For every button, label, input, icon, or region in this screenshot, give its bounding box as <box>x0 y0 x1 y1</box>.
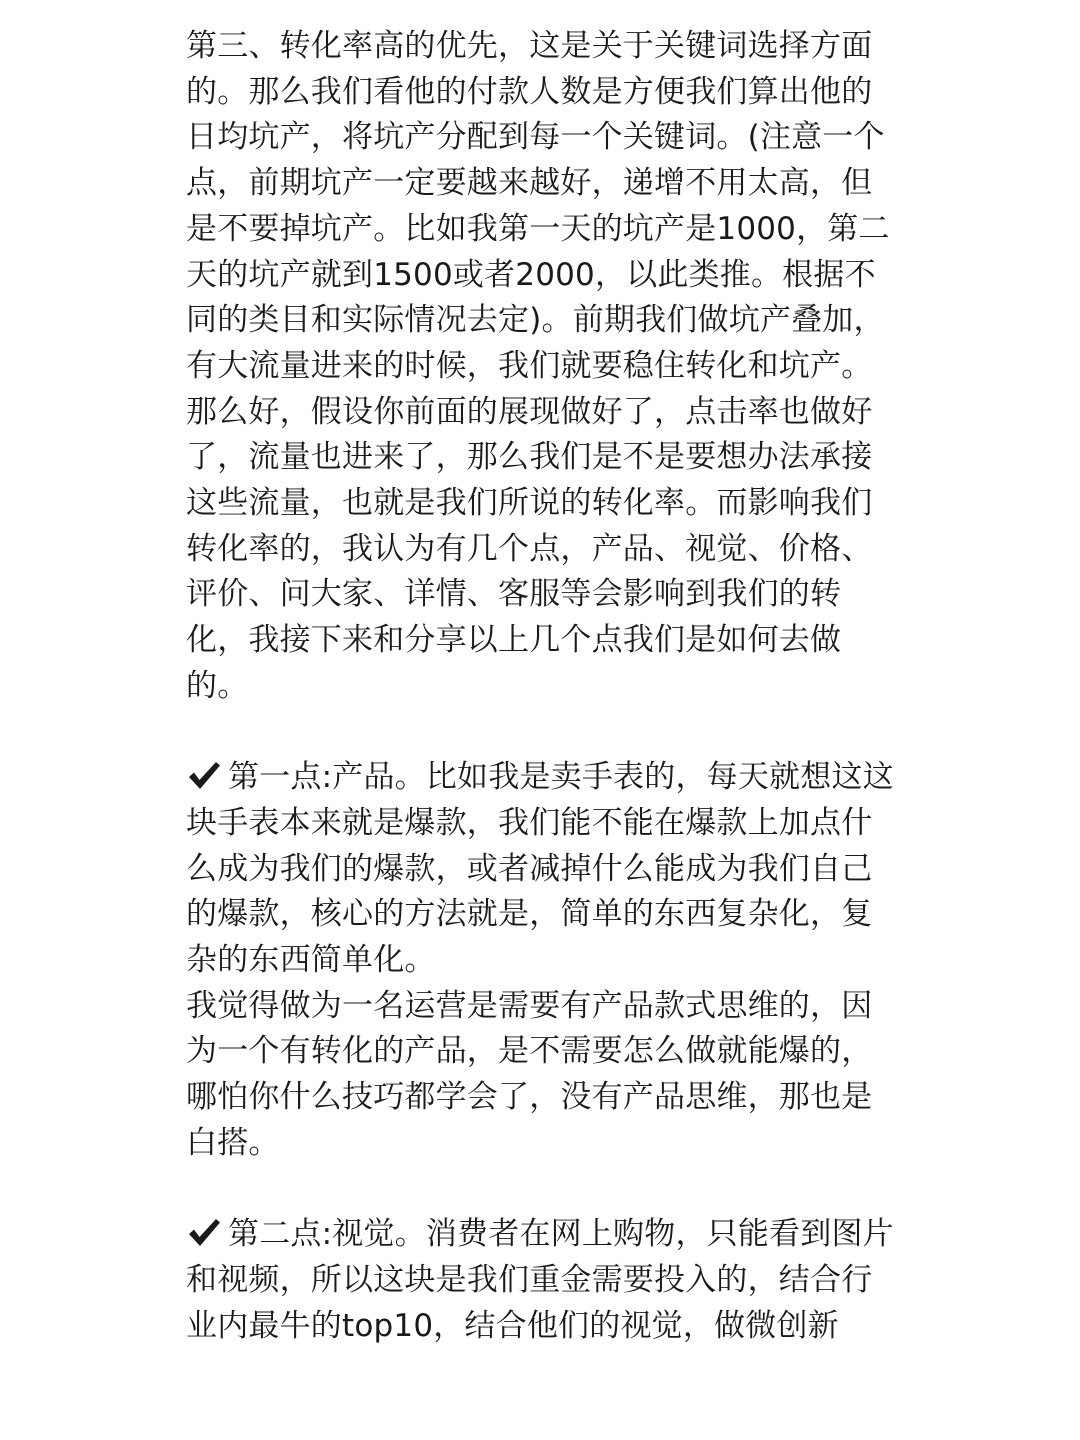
paragraph-spacer <box>186 710 896 756</box>
paragraph-point-visual <box>186 1212 896 1349</box>
paragraph-conversion-intro: 那么好，假设你前面的展现做好了，点击率也做好了，流量也进来了，那么我们是不是要想办法承接这些流量，也就是我们所说的转化率。而影响我们转化率的，我认为有几个点，产品、视觉、价格、评价、问大家、详情、客服等会影响到我们的转化，我接下来和分享以上几个点我们是如何去做的。 <box>186 393 873 704</box>
point-visual-text: 第二点:视觉。消费者在网上购物，只能看到图片和视频，所以这块是我们重金需要投入的，结合行业内最牛的top10，结合他们的视觉，做微创新 <box>186 1216 894 1344</box>
point-product-text: 第一点:产品。比如我是卖手表的，每天就想这这块手表本来就是爆款，我们能不能在爆款上加点什么成为我们的爆款，或者减掉什么能成为我们自己的爆款，核心的方法就是，简单的东西复杂化，复杂的东西简单化。 <box>186 759 894 979</box>
paragraph-point-product <box>186 755 896 984</box>
paragraph-spacer <box>186 1167 896 1213</box>
paragraph-product-thinking: 我觉得做为一名运营是需要有产品款式思维的，因为一个有转化的产品，是不需要怎么做就能爆的，哪怕你什么技巧都学会了，没有产品思维，那也是白搭。 <box>186 987 873 1161</box>
check-mark-icon <box>186 1216 222 1250</box>
check-mark-icon <box>186 759 222 793</box>
article-body <box>186 24 896 1349</box>
paragraph-keyword-conversion: 第三、转化率高的优先，这是关于关键词选择方面的。那么我们看他的付款人数是方便我们算出他的日均坑产，将坑产分配到每一个关键词。(注意一个点，前期坑产一定要越来越好，递增不用太高，但是不要掉坑产。比如我第一天的坑产是1000，第二天的坑产就到1500或者2000，以此类推。根据不同的类目和实际情况去定)。前期我们做坑产叠加，有大流量进来的时候，我们就要稳住转化和坑产。 <box>186 28 890 384</box>
